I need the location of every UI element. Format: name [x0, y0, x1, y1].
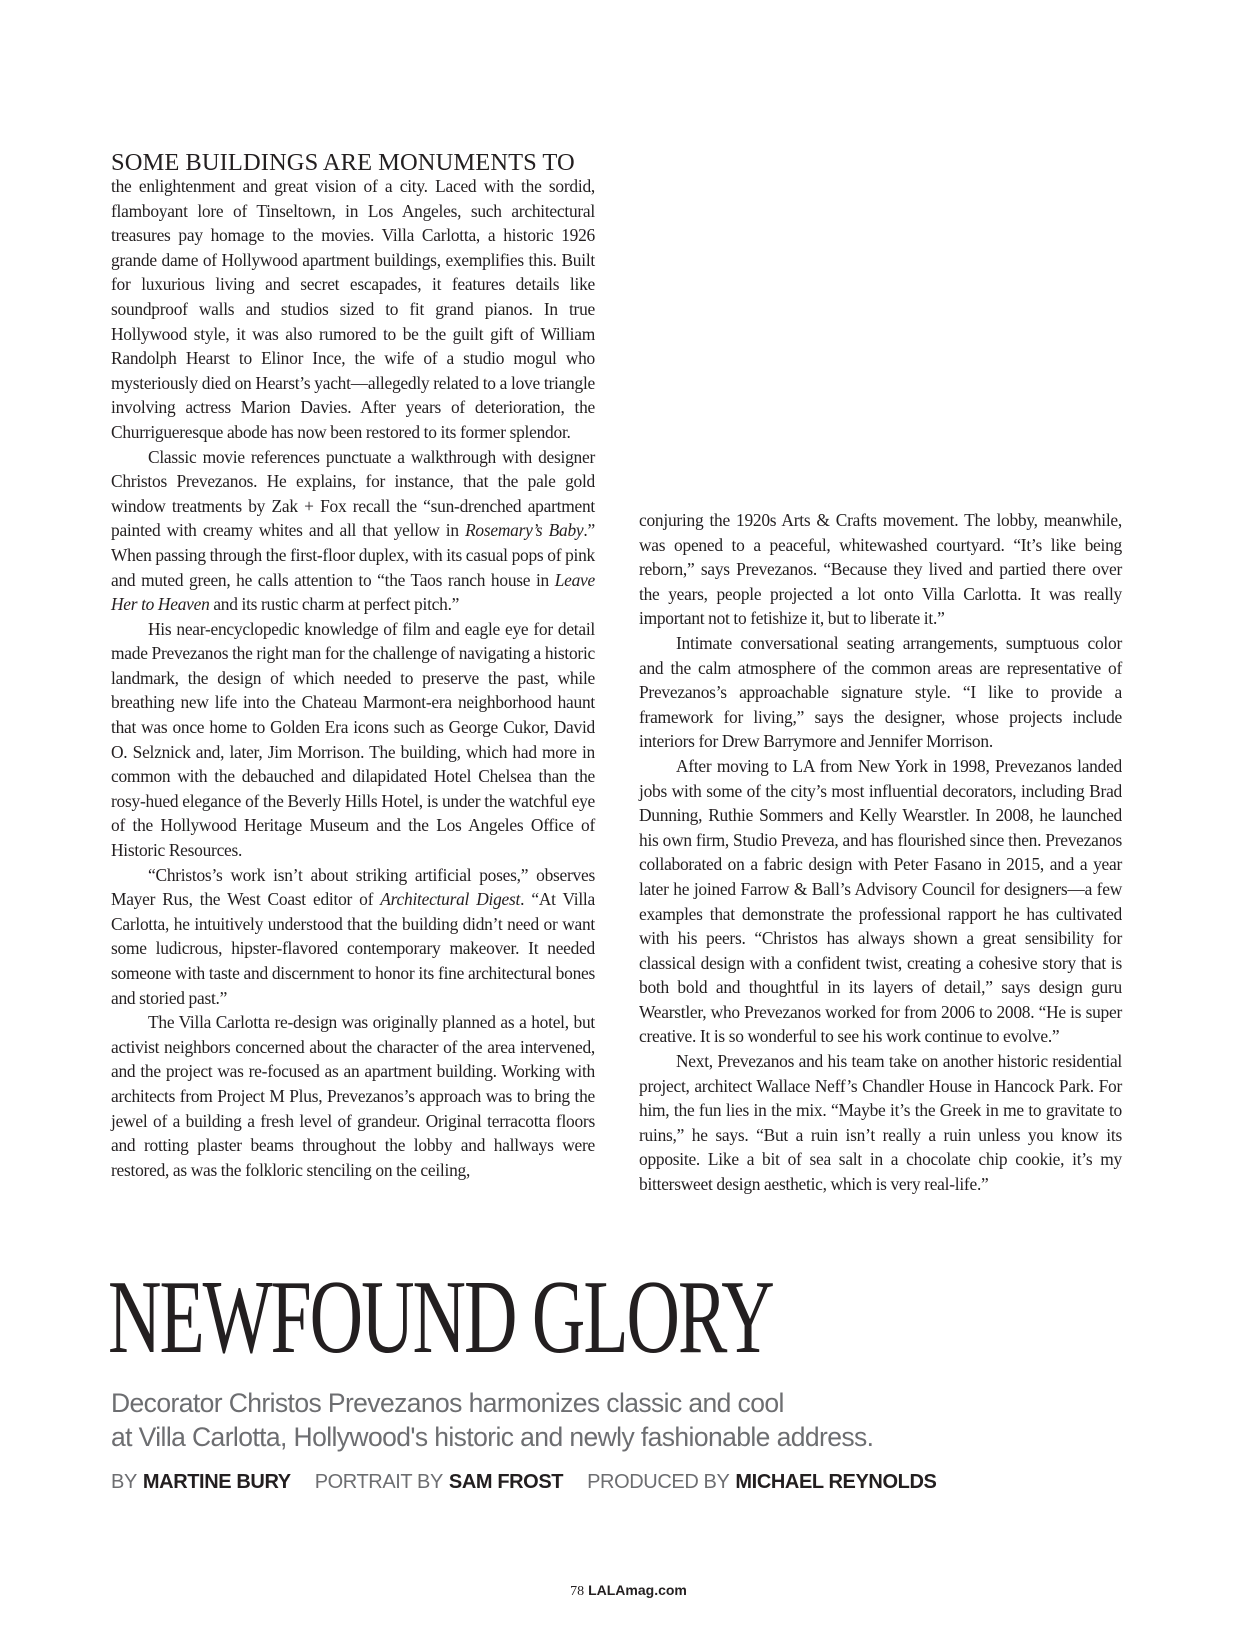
dek	[111, 1386, 1011, 1454]
body-text: . “At Villa Carlotta, he intuitively understood that the building didn’t need or want some ludicrous, hipster-flavored contemporary makeover. It needed someone with taste and discernment to honor its fine architectural bones and storied past.”	[111, 889, 595, 1008]
dek-line-2: at Villa Carlotta, Hollywood's historic and newly fashionable address.	[111, 1422, 874, 1452]
film-title: Rosemary’s Baby	[465, 520, 584, 541]
site-url: LALAmag.com	[588, 1582, 687, 1598]
body-paragraph-4	[111, 863, 595, 1011]
body-paragraph-1	[111, 148, 595, 445]
page-number: 78	[570, 1584, 585, 1599]
dek-line-1: Decorator Christos Prevezanos harmonizes classic and cool	[111, 1388, 784, 1418]
lead-in: SOME BUILDINGS ARE MONUMENTS TO	[111, 149, 575, 176]
body-paragraph-9: Next, Prevezanos and his team take on another historic residential project, architect Wallace Neff’s Chandler House in Hancock Park. For him, the fun lies in the mix. “Maybe it’s the Greek in me to gravitate to ruins,” he says. “But a ruin isn’t really a ruin unless you know its opposite. Like a bit of sea salt in a chocolate chip cookie, it’s my bittersweet design aesthetic, which is very real-life.”	[639, 1051, 1122, 1195]
body-text: Classic movie references punctuate a walkthrough with designer Christos Prevezanos. He explains, for instance, that the pale gold window treatments by Zak + Fox recall the “sun-drenched apartment painted with creamy whites and all that yellow in	[111, 446, 595, 541]
by-label: BY	[111, 1471, 137, 1493]
body-text: .” When passing through the first-floor duplex, with its casual pops of pink and muted green, he calls attention to “the Taos ranch house in	[111, 520, 595, 590]
body-paragraph-5: The Villa Carlotta re-design was originally planned as a hotel, but activist neighbors concerned about the character of the area intervened, and the project was re-focused as an apartment building. Working with architects from Project M Plus, Prevezanos’s approach was to bring the jewel of a building a fresh level of grandeur. Original terracotta floors and rotting plaster beams throughout the lobby and hallways were restored, as was the folkloric stenciling on the ceiling,	[111, 1012, 595, 1180]
photographer-name: SAM FROST	[448, 1471, 564, 1493]
page-footer	[0, 1581, 1257, 1601]
body-paragraph-6: conjuring the 1920s Arts & Crafts movement. The lobby, meanwhile, was opened to a peaceful, whitewashed courtyard. “It’s like being reborn,” says Prevezanos. “Because they lived and partied there over the years, people projected a lot onto Villa Carlotta. It was really important not to fetishize it, but to liberate it.”	[639, 510, 1122, 629]
film-title: Leave Her to Heaven	[111, 569, 595, 615]
article-left-column	[111, 148, 595, 1182]
producer-name: MICHAEL REYNOLDS	[735, 1471, 937, 1493]
article-right-column	[639, 508, 1122, 1197]
produced-label: PRODUCED BY	[587, 1471, 730, 1493]
byline	[111, 1469, 936, 1495]
publication-title: Architectural Digest	[380, 889, 521, 910]
body-paragraph-7: Intimate conversational seating arrangements, sumptuous color and the calm atmosphere of the common areas are representative of Prevezanos’s approachable signature style. “I like to provide a framework for living,” says the designer, whose projects include interiors for Drew Barrymore and Jennifer Morrison.	[639, 632, 1122, 752]
author-name: MARTINE BURY	[142, 1471, 291, 1493]
headline: NEWFOUND GLORY	[108, 1259, 773, 1377]
portrait-label: PORTRAIT BY	[314, 1471, 443, 1493]
body-text: the enlightenment and great vision of a city. Laced with the sordid, flamboyant lore of Tinseltown, in Los Angeles, such architectural treasures pay homage to the movies. Villa Carlotta, a historic 1926 grande dame of Hollywood apartment buildings, exemplifies this. Built for luxurious living and secret escapades, it features details like soundproof walls and studios sized to fit grand pianos. In true Hollywood style, it was also rumored to be the guilt gift of William Randolph Hearst to Elinor Ince, the wife of a studio mogul who mysteriously died on Hearst’s yacht—allegedly related to a love triangle involving actress Marion Davies. After years of deterioration, the Churrigueresque abode has now been restored to its former splendor.	[111, 176, 595, 442]
body-paragraph-3: His near-encyclopedic knowledge of film and eagle eye for detail made Prevezanos the right man for the challenge of navigating a historic landmark, the design of which needed to preserve the past, while breathing new life into the Chateau Marmont-era neighborhood haunt that was once home to Golden Era icons such as George Cukor, David O. Selznick and, later, Jim Morrison. The building, which had more in common with the debauched and dilapidated Hotel Chelsea than the rosy-hued elegance of the Beverly Hills Hotel, is under the watchful eye of the Hollywood Heritage Museum and the Los Angeles Office of Historic Resources.	[111, 618, 595, 861]
body-text: “Christos’s work isn’t about striking artificial poses,” observes Mayer Rus, the West Coast editor of	[111, 864, 595, 910]
body-text: and its rustic charm at perfect pitch.”	[209, 594, 460, 615]
body-paragraph-8: After moving to LA from New York in 1998, Prevezanos landed jobs with some of the city’s most influential decorators, including Brad Dunning, Ruthie Sommers and Kelly Wearstler. In 2008, he launched his own firm, Studio Preveza, and has flourished since then. Prevezanos collaborated on a fabric design with Peter Fasano in 2015, and a year later he joined Farrow & Ball’s Advisory Council for designers—a few examples that demonstrate the professional rapport he has cultivated with his peers. “Christos has always shown a great sensibility for classical design with a confident twist, creating a cohesive story that is both bold and thoughtful in its layers of detail,” says design guru Wearstler, who Prevezanos worked for from 2006 to 2008. “He is super creative. It is so wonderful to see his work continue to evolve.”	[639, 755, 1122, 1047]
body-paragraph-2	[111, 445, 595, 617]
